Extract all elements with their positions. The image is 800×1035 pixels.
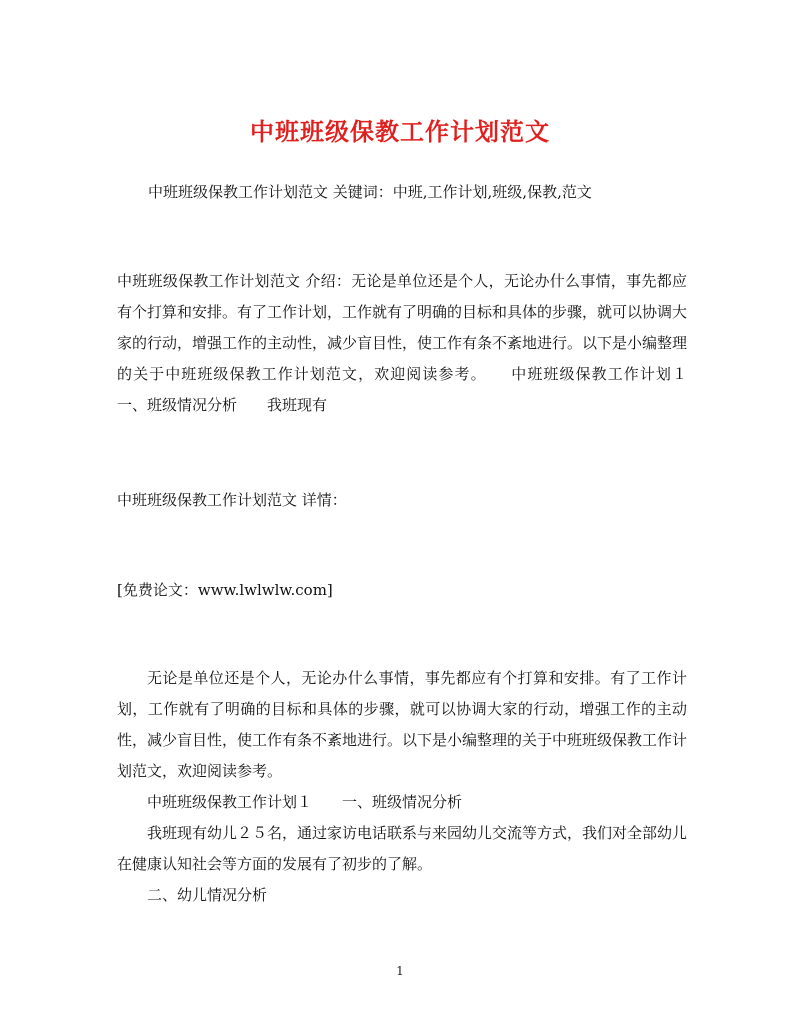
section-heading-class-analysis: 中班班级保教工作计划１ 一、班级情况分析 xyxy=(147,793,463,811)
keywords-line: 中班班级保教工作计划范文 关键词：中班,工作计划,班级,保教,范文 xyxy=(148,183,592,201)
page-number: 1 xyxy=(396,964,404,978)
section-heading-children-analysis: 二、幼儿情况分析 xyxy=(147,886,268,904)
intro-paragraph: 中班班级保教工作计划范文 介绍：无论是单位还是个人，无论办什么事情，事先都应有个打算和安排。有了工作计划，工作就有了明确的目标和具体的步骤，就可以协调大家的行动，增强工作的主动性，减少盲目性，使工作有条不紊地进行。以下是小编整理的关于中班班级保教工作计划范文，欢迎阅读参考。 中班班级保教工作计划１ 一、班级情况分析 我班现有 xyxy=(117,272,718,414)
body-text xyxy=(117,663,687,911)
source-link-line: [免费论文：www.lwlwlw.com] xyxy=(117,581,333,599)
details-line: 中班班级保教工作计划范文 详情： xyxy=(117,491,347,509)
body-paragraph: 无论是单位还是个人，无论办什么事情，事先都应有个打算和安排。有了工作计划，工作就有了明确的目标和具体的步骤，就可以协调大家的行动，增强工作的主动性，减少盲目性，使工作有条不紊地进行。以下是小编整理的关于中班班级保教工作计划范文，欢迎阅读参考。 xyxy=(117,669,688,780)
body-paragraph: 我班现有幼儿２５名，通过家访电话联系与来园幼儿交流等方式，我们对全部幼儿在健康认知社会等方面的发展有了初步的了解。 xyxy=(117,824,688,873)
document-title: 中班班级保教工作计划范文 xyxy=(250,117,550,146)
